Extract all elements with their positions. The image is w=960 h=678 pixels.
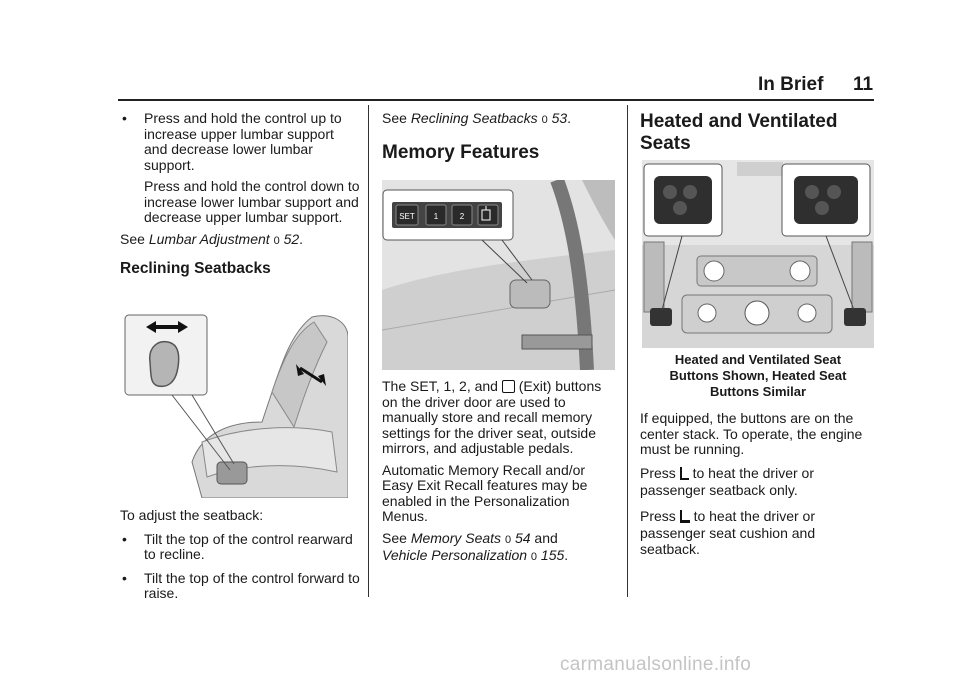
column-2-lower: The SET, 1, 2, and (Exit) buttons on the driver door are used to manually store and recall memory settings for the driver seat, outside mirrors, and adjustable pedals. Automatic Memory Recall and/or Easy Exit Recall features may be enabled in the Personalization Menus. See Memory Seats 0 54 and Vehicle Personalization 0 155. [382,379,618,566]
adjust-text: To adjust the seatback: [120,507,264,523]
column-1-lower [120,508,360,602]
page-number: 11 [853,74,874,95]
seat-illustration [122,312,348,498]
bullet-text: Press and hold the control up to increase upper lumbar support and decrease lower lumbar support. [144,110,342,173]
reference-link[interactable]: Memory Seats [410,529,502,546]
bullet-item [120,111,360,173]
reference-link[interactable]: Lumbar Adjustment [148,230,270,247]
heated-seatback-icon [680,467,689,480]
column-1 [120,111,360,277]
column-2 [382,111,618,164]
bullet-item: • Tilt the top of the control forward to raise. [122,569,360,601]
section-title: In Brief [758,74,824,95]
page-arrow-icon: 0 [273,234,280,247]
section-heading: Memory Features [382,141,540,163]
reference-link[interactable]: Reclining Seatbacks [410,110,538,126]
heat-back-instruction: Press to heat the driver or [640,464,814,481]
bullet-mark: • [122,110,127,126]
memory-recall-paragraph: Automatic Memory Recall and/or Easy Exit Recall features may be enabled in the Personalization Menus. [382,461,588,524]
heated-seat-cushion-icon [680,510,690,523]
watermark: carmanualsonline.info [560,654,752,675]
section-heading: Heated and Ventilated Seats [640,111,838,154]
equipment-paragraph: If equipped, the buttons are on the center stack. To operate, the engine must be running. [640,410,863,457]
header-rule [118,99,874,101]
memory-2-label: 2 [459,212,465,221]
bullet-continuation: Press and hold the control down to increase lower lumbar support and decrease upper lumbar support. [144,178,360,225]
exit-icon [502,380,515,393]
column-3 [640,111,876,155]
section-heading: Reclining Seatbacks [120,260,271,277]
memory-door-illustration [382,180,615,370]
figure-caption: Heated and Ventilated Seat Buttons Shown, Heated Seat Buttons Similar [669,352,847,399]
set-button-label: SET [399,212,415,221]
column-3-lower: If equipped, the buttons are on the center stack. To operate, the engine must be running. Press to heat the driver or passenger seatback only. Press to heat the driver or passenger seat cushion and seatback. [640,411,876,557]
column-divider [627,105,628,597]
page-arrow-icon: 0 [541,114,548,126]
see-reference: See Lumbar Adjustment 0 52. [120,230,304,247]
bullet-item: • Tilt the top of the control rearward to recline. [122,530,353,562]
memory-1-label: 1 [433,212,439,221]
see-reference: See Memory Seats 0 54 and Vehicle Personalization 0 155. [382,529,569,563]
memory-paragraph: The SET, 1, 2, and (Exit) buttons [382,378,602,394]
reference-link[interactable]: Vehicle Personalization [382,547,528,563]
see-reference: See Reclining Seatbacks 0 53. [382,110,572,126]
heated-seat-illustration [642,160,874,348]
heat-cushion-instruction: Press to heat the driver or [640,507,815,524]
column-divider [368,105,369,597]
